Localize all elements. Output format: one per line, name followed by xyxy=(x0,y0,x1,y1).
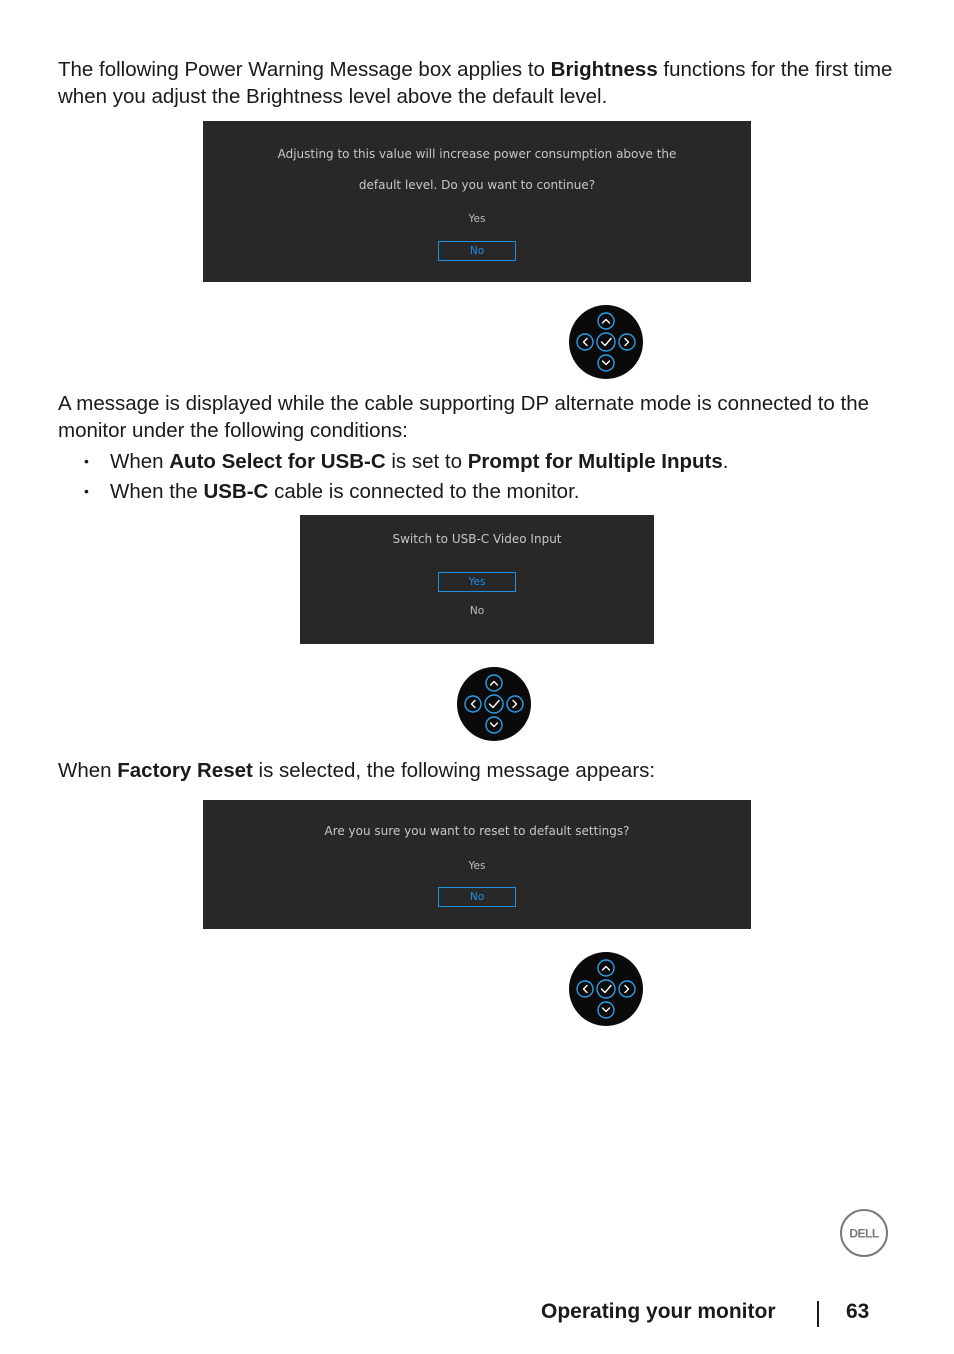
power-warning-no-option[interactable]: No xyxy=(438,241,516,261)
joystick-icon xyxy=(568,951,644,1027)
factory-reset-yes-option[interactable]: Yes xyxy=(468,860,486,872)
condition-bullet-2: • When the USB-C cable is connected to the monitor. xyxy=(84,480,580,503)
joystick-icon xyxy=(568,304,644,380)
power-warning-line-1: Adjusting to this value will increase power consumption above the xyxy=(277,147,677,161)
joystick-icon xyxy=(456,666,532,742)
factory-reset-dialog xyxy=(203,800,751,929)
usbc-switch-dialog xyxy=(300,515,654,644)
footer-divider xyxy=(817,1301,819,1327)
dp-alt-mode-intro: A message is displayed while the cable supporting DP alternate mode is connected to the monitor under the following conditions: xyxy=(58,392,870,442)
dell-logo-text: DELL xyxy=(849,1226,879,1241)
bullet-glyph: • xyxy=(84,483,89,499)
condition-bullet-1: • When Auto Select for USB-C is set to Prompt for Multiple Inputs. xyxy=(84,450,729,473)
factory-reset-message: Are you sure you want to reset to default settings? xyxy=(324,824,630,838)
brightness-warning-intro: The following Power Warning Message box applies to Brightness functions for the first time when you adjust the Brightness level above the default level. xyxy=(58,58,893,108)
bullet-glyph: • xyxy=(84,453,89,469)
factory-reset-intro: When Factory Reset is selected, the following message appears: xyxy=(58,759,656,782)
usbc-switch-yes-option[interactable]: Yes xyxy=(438,572,516,592)
usbc-switch-no-option[interactable]: No xyxy=(469,605,485,617)
usbc-switch-message: Switch to USB-C Video Input xyxy=(392,532,562,546)
factory-reset-no-option[interactable]: No xyxy=(438,887,516,907)
power-warning-line-2: default level. Do you want to continue? xyxy=(358,178,596,192)
section-title: Operating your monitor xyxy=(541,1300,776,1323)
power-warning-dialog xyxy=(203,121,751,282)
power-warning-yes-option[interactable]: Yes xyxy=(468,213,486,225)
dell-logo-icon xyxy=(839,1208,889,1258)
page-number: 63 xyxy=(846,1300,870,1323)
